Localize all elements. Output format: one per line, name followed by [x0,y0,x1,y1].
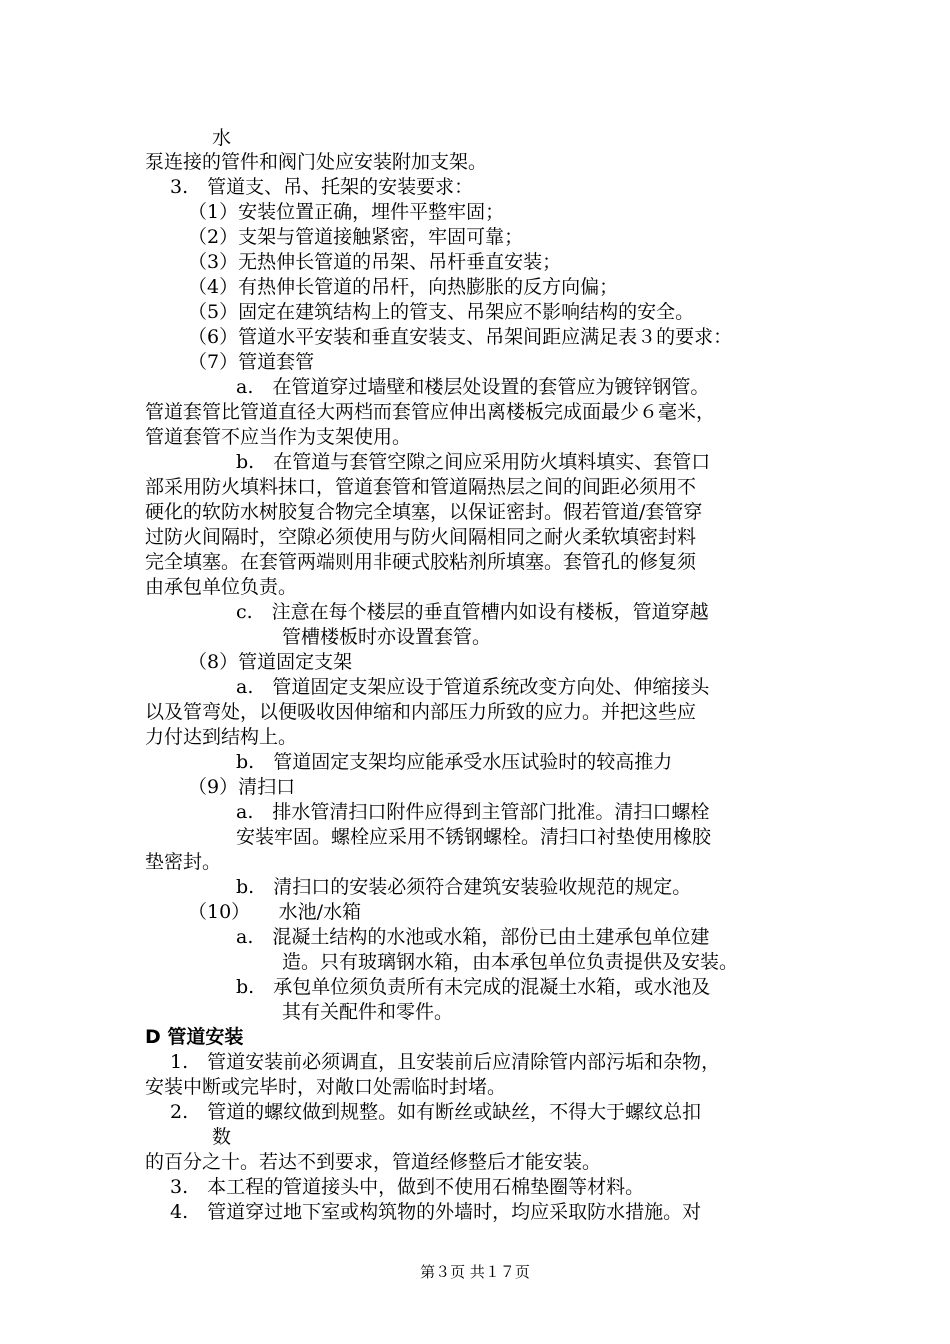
text-line: （2）支架与管道接触紧密，牢固可靠； [188,226,524,248]
text-line: 其有关配件和零件。 [282,1001,454,1023]
text-line: 管槽楼板时亦设置套管。 [282,626,492,648]
text-line: 管道套管不应当作为支架使用。 [145,426,412,448]
text-line: 以及管弯处，以便吸收因伸缩和内部压力所致的应力。并把这些应 [145,701,697,723]
text-line: 安装中断或完毕时，对敞口处需临时封堵。 [145,1076,507,1098]
text-line: b. 管道固定支架均应能承受水压试验时的较高推力 [236,751,673,773]
text-line: （5）固定在建筑结构上的管支、吊架应不影响结构的安全。 [188,301,695,323]
text-line: b. 承包单位须负责所有未完成的混凝土水箱，或水池及 [236,976,711,998]
text-line: 3. 本工程的管道接头中，做到不使用石棉垫圈等材料。 [170,1176,645,1198]
text-line: a. 混凝土结构的水池或水箱，部份已由土建承包单位建 [236,926,710,948]
text-line: （3）无热伸长管道的吊架、吊杆垂直安装； [188,251,562,273]
text-line: 泵连接的管件和阀门处应安装附加支架。 [145,151,488,173]
text-line: （9）清扫口 [188,776,296,798]
text-line: 1. 管道安装前必须调直，且安装前后应清除管内部污垢和杂物， [170,1051,721,1073]
text-line: a. 管道固定支架应设于管道系统改变方向处、伸缩接头 [236,676,710,698]
text-line: （1）安装位置正确，埋件平整牢固； [188,201,505,223]
text-line: 数 [212,1126,232,1148]
text-line: 硬化的软防水树胶复合物完全填塞，以保证密封。假若管道/套管穿 [145,501,703,523]
text-line: 造。只有玻璃钢水箱，由本承包单位负责提供及安装。 [282,951,739,973]
text-line: 部采用防火填料抹口，管道套管和管道隔热层之间的间距必须用不 [145,476,697,498]
text-line: 4. 管道穿过地下室或构筑物的外墙时，均应采取防水措施。对 [170,1201,702,1223]
text-line: b. 清扫口的安装必须符合建筑安装验收规范的规定。 [236,876,692,898]
text-line: 2. 管道的螺纹做到规整。如有断丝或缺丝，不得大于螺纹总扣 [170,1101,702,1123]
text-line: c. 注意在每个楼层的垂直管槽内如设有楼板，管道穿越 [236,601,709,623]
text-line: 管道套管比管道直径大两档而套管应伸出离楼板完成面最少６毫米， [145,401,716,423]
text-line: 过防火间隔时，空隙必须使用与防火间隔相同之耐火柔软填密封料 [145,526,697,548]
text-line: 3. 管道支、吊、托架的安装要求： [170,176,474,198]
text-line: 力付达到结构上。 [145,726,298,748]
page-footer: 第３页 共１７页 [420,1263,530,1281]
text-line: a. 排水管清扫口附件应得到主管部门批准。清扫口螺栓 [236,801,710,823]
text-line: b. 在管道与套管空隙之间应采用防火填料填实、套管口 [236,451,711,473]
text-line: （7）管道套管 [188,351,315,373]
text-line: 由承包单位负责。 [145,576,298,598]
text-line: （6）管道水平安装和垂直安装支、吊架间距应满足表３的要求： [188,326,733,348]
text-line: 的百分之十。若达不到要求，管道经修整后才能安装。 [145,1151,602,1173]
text-line: 安装牢固。螺栓应采用不锈钢螺栓。清扫口衬垫使用橡胶 [236,826,712,848]
text-line: （10） 水池/水箱 [188,901,362,923]
text-line: （8）管道固定支架 [188,651,353,673]
text-line: a. 在管道穿过墙壁和楼层处设置的套管应为镀锌钢管。 [236,376,710,398]
text-line: 垫密封。 [145,851,222,873]
text-line: （4）有热伸长管道的吊杆，向热膨胀的反方向偏； [188,276,619,298]
section-heading: D 管道安装 [145,1026,244,1048]
text-line: 完全填塞。在套管两端则用非硬式胶粘剂所填塞。套管孔的修复须 [145,551,697,573]
text-line: 水 [212,127,232,149]
